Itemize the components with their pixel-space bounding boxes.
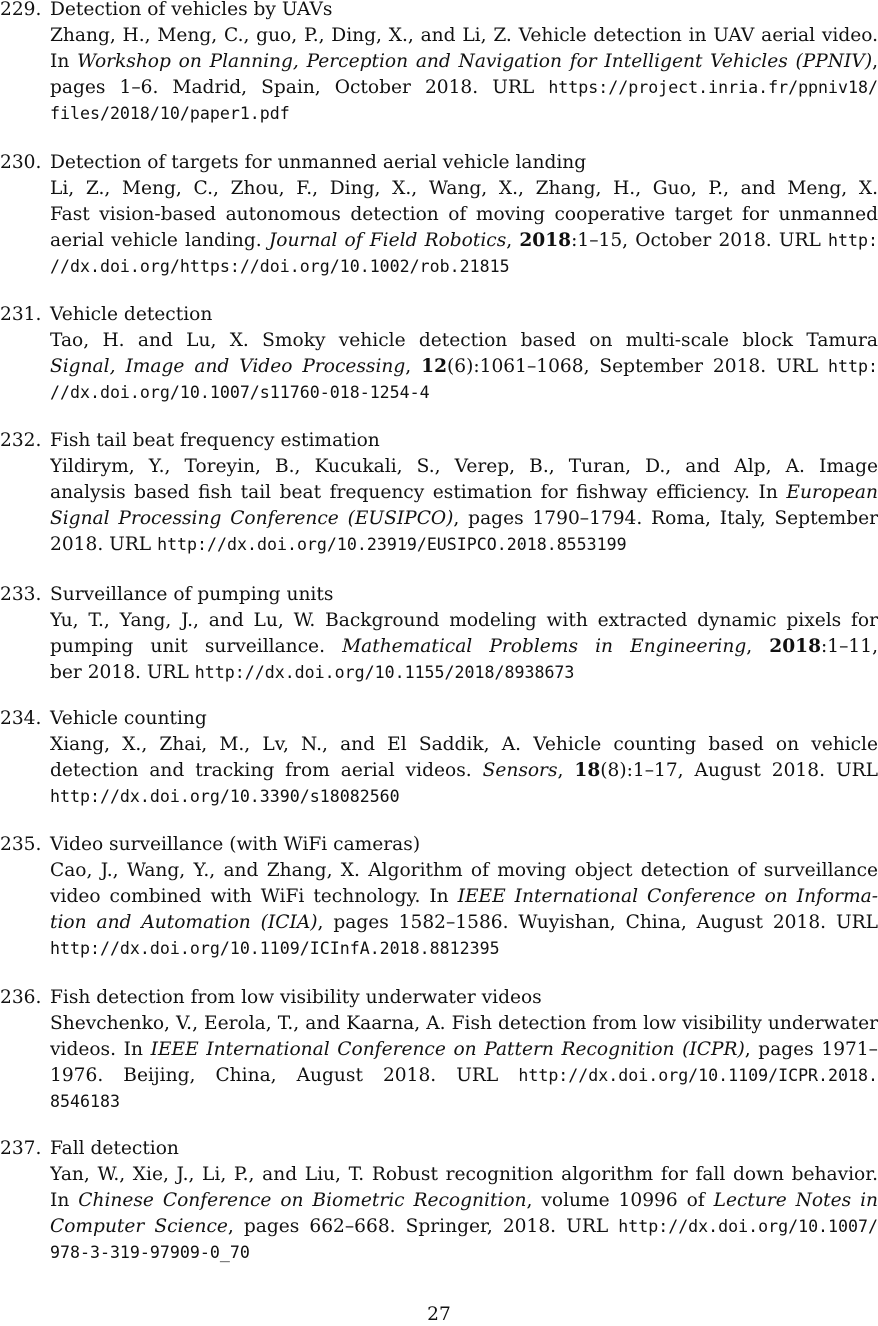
citation-line — [50, 454, 878, 480]
citation-url[interactable]: http://dx.doi.org/10.1109/ICInfA.2018.8812395 — [50, 939, 500, 958]
citation-text: videos. In — [50, 1039, 151, 1060]
citation-volume: 18 — [574, 760, 601, 781]
citation-line — [50, 1214, 878, 1240]
reference-body — [50, 150, 878, 280]
reference-topic: Fall detection — [50, 1138, 179, 1159]
reference-entry — [0, 1136, 878, 1266]
reference-entry — [0, 985, 878, 1115]
citation-url[interactable]: http://dx.doi.org/10.23919/EUSIPCO.2018.8553199 — [157, 535, 627, 554]
reference-topic: Fish tail beat frequency estimation — [50, 430, 380, 451]
citation-line — [50, 75, 878, 101]
citation-line — [50, 758, 878, 784]
citation-text: Zhang, H., Meng, C., guo, P., Ding, X., and Li, Z. Vehicle detection in UAV aerial video. — [50, 25, 878, 46]
citation-text: pages 1–6. Madrid, Spain, October 2018. URL — [50, 77, 549, 98]
citation-line — [50, 23, 878, 49]
citation-text: Cao, J., Wang, Y., and Zhang, X. Algorithm of moving object detection of surveillance — [50, 860, 878, 881]
citation-venue: Workshop on Planning, Perception and Navigation for Intelligent Vehicles (PPNIV) — [77, 51, 873, 72]
citation-text: detection and tracking from aerial videos. — [50, 760, 483, 781]
citation-text: Shevchenko, V., Eerola, T., and Kaarna, A. Fish detection from low visibility underwater — [50, 1013, 878, 1034]
citation-text: :1–11, — [821, 636, 878, 657]
citation-venue: Signal, Image and Video Processing — [50, 356, 406, 377]
citation-venue: Journal of Field Robotics — [268, 230, 507, 251]
citation-text: In — [50, 51, 78, 72]
reference-topic: Vehicle counting — [50, 708, 207, 729]
citation-line — [50, 1063, 878, 1089]
citation-line — [50, 1037, 878, 1063]
reference-body — [50, 582, 878, 686]
citation-line — [50, 1162, 878, 1188]
reference-number: 232. — [0, 430, 42, 451]
citation-volume: 12 — [421, 356, 448, 377]
citation-venue: Sensors — [482, 760, 558, 781]
citation-line — [50, 228, 878, 254]
reference-number: 236. — [0, 987, 42, 1008]
reference-topic: Surveillance of pumping units — [50, 584, 334, 605]
citation-text: In — [50, 1190, 79, 1211]
citation-line — [50, 1188, 878, 1214]
reference-number: 231. — [0, 304, 42, 325]
citation-text: Yan, W., Xie, J., Li, P., and Liu, T. Robust recognition algorithm for fall down behavior. — [50, 1164, 878, 1185]
citation-url[interactable]: http: — [828, 357, 878, 376]
reference-topic: Fish detection from low visibility underwater videos — [50, 987, 542, 1008]
citation-text: , — [872, 51, 878, 72]
citation-text: 1976. Beijing, China, August 2018. URL — [50, 1065, 519, 1086]
citation-line — [50, 1089, 878, 1115]
reference-topic: Detection of vehicles by UAVs — [50, 0, 333, 20]
citation-text: Fast vision-based autonomous detection of moving cooperative target for unmanned — [50, 204, 878, 225]
citation-url[interactable]: //dx.doi.org/https://doi.org/10.1002/rob.21815 — [50, 257, 510, 276]
reference-entry — [0, 706, 878, 810]
reference-number: 229. — [0, 0, 42, 20]
citation-line — [50, 49, 878, 75]
reference-entry — [0, 428, 878, 558]
citation-text: , — [506, 230, 520, 251]
citation-line — [50, 608, 878, 634]
citation-text: , pages 1971– — [744, 1039, 878, 1060]
citation-text: Tao, H. and Lu, X. Smoky vehicle detection based on multi-scale block Tamura — [50, 330, 878, 351]
citation-line — [50, 202, 878, 228]
citation-text: pumping unit surveillance. — [50, 636, 343, 657]
citation-text: video combined with WiFi technology. In — [50, 886, 458, 907]
reference-body — [50, 706, 878, 810]
citation-line — [50, 732, 878, 758]
citation-line — [50, 858, 878, 884]
citation-line — [50, 354, 878, 380]
citation-text: , pages 662–668. Springer, 2018. URL — [227, 1216, 619, 1237]
citation-line — [50, 910, 878, 936]
citation-text: , — [405, 356, 422, 377]
citation-line — [50, 380, 878, 406]
citation-line — [50, 532, 878, 558]
citation-text: , pages 1790–1794. Roma, Italy, September — [453, 508, 878, 529]
citation-text: Yu, T., Yang, J., and Lu, W. Background modeling with extracted dynamic pixels for — [50, 610, 878, 631]
citation-text: (6):1061–1068, September 2018. URL — [447, 356, 829, 377]
citation-venue: IEEE International Conference on Informa- — [457, 886, 878, 907]
citation-venue: tion and Automation (ICIA) — [50, 912, 318, 933]
citation-text: aerial vehicle landing. — [50, 230, 269, 251]
citation-text: :1–15, October 2018. URL — [571, 230, 829, 251]
citation-line — [50, 660, 878, 686]
citation-line — [50, 784, 878, 810]
citation-line — [50, 634, 878, 660]
reference-number: 230. — [0, 152, 42, 173]
citation-url[interactable]: //dx.doi.org/10.1007/s11760-018-1254-4 — [50, 383, 430, 402]
citation-line — [50, 884, 878, 910]
citation-line — [50, 480, 878, 506]
citation-line — [50, 101, 878, 127]
citation-line — [50, 506, 878, 532]
citation-venue: Chinese Conference on Biometric Recognition — [78, 1190, 527, 1211]
citation-venue: European — [786, 482, 878, 503]
citation-url[interactable]: http://dx.doi.org/10.1155/2018/8938673 — [194, 663, 575, 682]
reference-body — [50, 428, 878, 558]
citation-text: 2018. URL — [50, 534, 158, 555]
citation-text: analysis based fish tail beat frequency estimation for fishway efficiency. In — [50, 482, 787, 503]
citation-text: Xiang, X., Zhai, M., Lv, N., and El Saddik, A. Vehicle counting based on vehicle — [50, 734, 878, 755]
citation-venue: Signal Processing Conference (EUSIPCO) — [50, 508, 454, 529]
reference-body — [50, 832, 878, 962]
citation-url[interactable]: https://project.inria.fr/ppniv18/ — [548, 78, 878, 97]
reference-entry — [0, 832, 878, 962]
citation-url[interactable]: http: — [828, 231, 878, 250]
citation-volume: 2018 — [769, 636, 822, 657]
citation-venue: IEEE International Conference on Pattern Recognition (ICPR) — [150, 1039, 745, 1060]
citation-line — [50, 176, 878, 202]
citation-line — [50, 254, 878, 280]
reference-number: 233. — [0, 584, 42, 605]
reference-body — [50, 985, 878, 1115]
citation-url[interactable]: http://dx.doi.org/10.1007/ — [618, 1217, 878, 1236]
citation-text: Li, Z., Meng, C., Zhou, F., Ding, X., Wang, X., Zhang, H., Guo, P., and Meng, X. — [50, 178, 878, 199]
citation-text: ber 2018. URL — [50, 662, 195, 683]
citation-text: (8):1–17, August 2018. URL — [600, 760, 878, 781]
reference-topic: Detection of targets for unmanned aerial vehicle landing — [50, 152, 587, 173]
reference-topic: Vehicle detection — [50, 304, 213, 325]
citation-text: , pages 1582–1586. Wuyishan, China, August 2018. URL — [317, 912, 878, 933]
citation-text: , volume 10996 of — [526, 1190, 714, 1211]
citation-venue: Computer Science — [50, 1216, 228, 1237]
reference-number: 234. — [0, 708, 42, 729]
reference-topic: Video surveillance (with WiFi cameras) — [50, 834, 421, 855]
citation-text: Yildirym, Y., Toreyin, B., Kucukali, S., Verep, B., Turan, D., and Alp, A. Image — [50, 456, 878, 477]
citation-text: , — [557, 760, 575, 781]
reference-entry — [0, 0, 878, 127]
citation-url[interactable]: 978-3-319-97909-0_70 — [50, 1243, 250, 1262]
reference-number: 235. — [0, 834, 42, 855]
reference-body — [50, 1136, 878, 1266]
citation-line — [50, 1011, 878, 1037]
citation-venue: Lecture Notes in — [713, 1190, 878, 1211]
reference-entry — [0, 582, 878, 686]
citation-line — [50, 936, 878, 962]
citation-line — [50, 1240, 878, 1266]
citation-url[interactable]: files/2018/10/paper1.pdf — [50, 104, 290, 123]
citation-url[interactable]: 8546183 — [50, 1092, 120, 1111]
reference-body — [50, 0, 878, 127]
reference-entry — [0, 150, 878, 280]
reference-number: 237. — [0, 1138, 42, 1159]
citation-text: , — [746, 636, 770, 657]
reference-entry — [0, 302, 878, 406]
citation-line — [50, 328, 878, 354]
page-number: 27 — [427, 1304, 451, 1325]
citation-volume: 2018 — [519, 230, 572, 251]
citation-venue: Mathematical Problems in Engineering — [342, 636, 747, 657]
reference-body — [50, 302, 878, 406]
citation-url[interactable]: http://dx.doi.org/10.3390/s18082560 — [50, 787, 400, 806]
citation-url[interactable]: http://dx.doi.org/10.1109/ICPR.2018. — [518, 1066, 878, 1085]
